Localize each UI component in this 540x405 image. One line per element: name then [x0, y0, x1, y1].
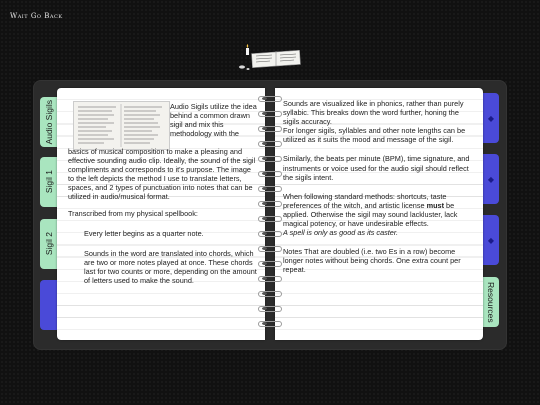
emphasis-must: must: [426, 200, 445, 210]
right-arrow-icon: ◆: [487, 174, 495, 184]
quote-caster: A spell is only as good as its caster.: [283, 228, 399, 238]
paragraph-bpm: Similarly, the beats per minute (BPM), time signature, and instruments or voice used for the audio sigil should reflect the sigils intent.: [283, 154, 470, 182]
tab-label: Sigil 1: [43, 170, 54, 194]
spellbook-logo-icon: [232, 42, 308, 72]
tab-resources[interactable]: [483, 277, 499, 327]
text-span: be applied. Otherwise the sigil may sound lackluster, lack magical potency, or have undesirable effects.: [283, 200, 458, 229]
rule-quarter-note: Every letter begins as a quarter note.: [84, 228, 204, 238]
paragraph-doubled-notes: Notes That are doubled (i.e. two Es in a row) become longer notes without being chords. One extra count per repeat.: [283, 247, 461, 275]
transcribed-heading: Transcribed from my physical spellbook:: [68, 208, 198, 218]
tab-next-2[interactable]: [483, 154, 499, 204]
tab-label: Resources: [486, 281, 496, 323]
tab-label: Audio Sigils: [43, 99, 54, 145]
tab-blank-left[interactable]: [40, 280, 57, 330]
paragraph-standard-methods: [283, 192, 475, 228]
binder-rings: [258, 90, 282, 340]
paragraph-longer-sigils: For longer sigils, syllables and other note lengths can be utilized as it suits the mood and message of the sigil.: [283, 126, 466, 145]
text-span: When following standard methods: shortcuts, taste preferences of the witch, and artistic license: [283, 191, 447, 210]
wait-go-back-link[interactable]: Wait Go Back: [10, 12, 63, 20]
rule-chords: Sounds in the word are translated into chords, which are two or more notes played at once. These chords last for two counts or more, depending on the amount of letters used to make the sound.: [84, 248, 257, 286]
intro-paragraph-start: Audio Sigils utilize the idea behind a common drawn sigil and mix this methodology with the: [170, 102, 257, 139]
right-page-content: [283, 99, 475, 275]
right-arrow-icon: ◆: [487, 235, 495, 245]
tab-label: Sigil 2: [43, 232, 54, 256]
tab-audio-sigils[interactable]: [40, 97, 57, 147]
tab-sigil-2[interactable]: [40, 219, 57, 269]
tab-sigil-1[interactable]: [40, 157, 57, 207]
left-body: [68, 147, 258, 285]
right-arrow-icon: ◆: [487, 113, 495, 123]
paragraph-phonics: Sounds are visualized like in phonics, rather than purely syllabic. This breaks down the word further, honing the sigils accuracy.: [283, 99, 464, 127]
tab-next-1[interactable]: [483, 93, 499, 143]
intro-paragraph-rest: basics of musical composition to make a pleasing and effective sounding audio clip. Ideally, the sound of the sigil compliments and corresponds to it's purpose. The image to the left depicts the method I use to translate letters, spaces, and 2 types of punctuation into notes that can be utilized in audio/musical format.: [68, 147, 256, 202]
tab-next-3[interactable]: [483, 215, 499, 265]
